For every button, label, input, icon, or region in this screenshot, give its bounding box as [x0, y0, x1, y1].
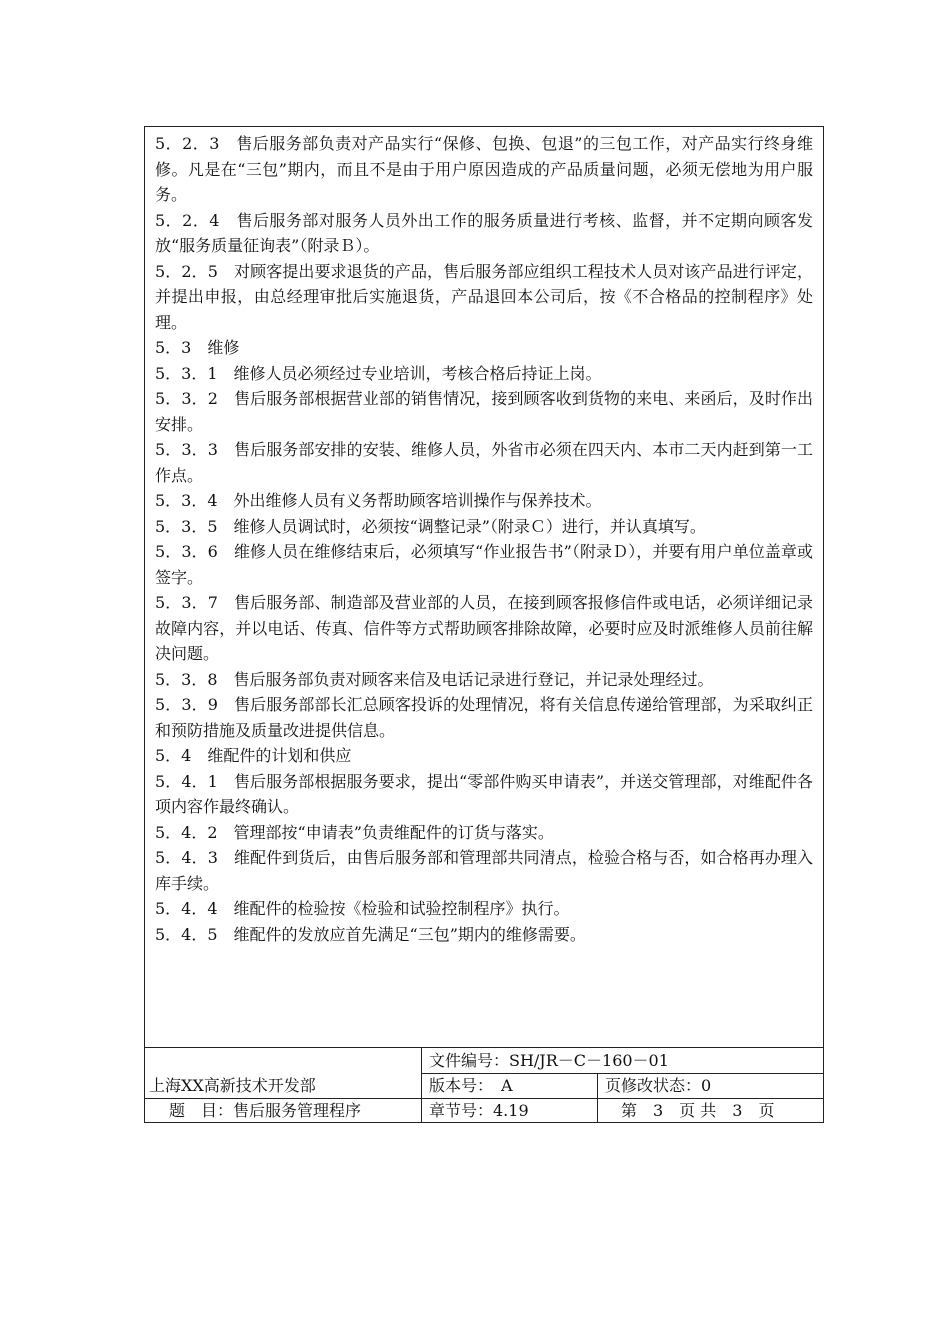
paragraph-5-4-4: 5．4．4 维配件的检验按《检验和试验控制程序》执行。	[155, 899, 570, 918]
paragraph-5-2-5: 5．2．5 对顾客提出要求退货的产品，售后服务部应组织工程技术人员对该产品进行评定，并提出申报，由总经理审批后实施退货，产品退回本公司后，按《不合格品的控制程序》处理。	[155, 261, 813, 332]
document-title: 题 目：售后服务管理程序	[169, 1101, 362, 1120]
paragraph-5-3-9: 5．3．9 售后服务部部长汇总顾客投诉的处理情况，将有关信息传递给管理部，为采取纠正和预防措施及质量改进提供信息。	[155, 695, 813, 740]
paragraph-5-4-1: 5．4．1 售后服务部根据服务要求，提出“零部件购买申请表”，并送交管理部，对维配件各项内容作最终确认。	[155, 771, 813, 816]
paragraph-5-3-2: 5．3．2 售后服务部根据营业部的销售情况，接到顾客收到货物的来电、来函后，及时作出安排。	[155, 389, 813, 434]
paragraph-5-3-5: 5．3．5 维修人员调试时，必须按“调整记录”（附录Ｃ）进行，并认真填写。	[155, 516, 706, 536]
page-indicator: 第 3 页 共 3 页	[621, 1101, 775, 1120]
page-revision-status: 页修改状态：0	[605, 1076, 712, 1095]
document-body	[145, 127, 823, 1047]
paragraph-5-3-8: 5．3．8 售后服务部负责对顾客来信及电话记录进行登记，并记录处理经过。	[155, 669, 714, 689]
company-name: 上海XX高新技术开发部	[149, 1076, 316, 1095]
paragraph-5-4-5: 5．4．5 维配件的发放应首先满足“三包”期内的维修需要。	[155, 924, 586, 944]
heading-5-3: 5．3 维修	[155, 338, 240, 357]
paragraph-5-3-4: 5．3．4 外出维修人员有义务帮助顾客培训操作与保养技术。	[155, 491, 602, 510]
footer-table	[145, 1047, 823, 1122]
paragraph-5-3-6: 5．3．6 维修人员在维修结束后，必须填写“作业报告书”（附录Ｄ），并要有用户单位盖章或签字。	[155, 542, 813, 587]
paragraph-5-4-3: 5．4．3 维配件到货后，由售后服务部和管理部共同清点，检验合格与否，如合格再办理入库手续。	[155, 848, 813, 893]
paragraph-5-4-2: 5．4．2 管理部按“申请表”负责维配件的订货与落实。	[155, 822, 554, 842]
paragraph-5-2-4: 5．2．4 售后服务部对服务人员外出工作的服务质量进行考核、监督，并不定期向顾客发放“服务质量征询表”（附录Ｂ）。	[155, 210, 813, 255]
document-frame	[144, 126, 824, 1123]
paragraph-5-3-3: 5．3．3 售后服务部安排的安装、维修人员，外省市必须在四天内、本市二天内赶到第一工作点。	[155, 440, 813, 485]
paragraph-5-3-1: 5．3．1 维修人员必须经过专业培训，考核合格后持证上岗。	[155, 363, 602, 383]
version-number: 版本号： A	[429, 1076, 513, 1095]
paragraph-5-2-3: 5．2．3 售后服务部负责对产品实行“保修、包换、包退”的三包工作，对产品实行终身维修。凡是在“三包”期内，而且不是由于用户原因造成的产品质量问题，必须无偿地为用户服务。	[155, 134, 813, 204]
paragraph-5-3-7: 5．3．7 售后服务部、制造部及营业部的人员，在接到顾客报修信件或电话，必须详细记录故障内容，并以电话、传真、信件等方式帮助顾客排除故障，必要时应及时派维修人员前往解决问题。	[155, 593, 813, 663]
section-number: 章节号：4.19	[429, 1101, 529, 1120]
footer-divider-left	[421, 1048, 422, 1123]
heading-5-4: 5．4 维配件的计划和供应	[155, 746, 352, 765]
document-number: 文件编号：SH/JR－C－160－01	[429, 1051, 669, 1070]
